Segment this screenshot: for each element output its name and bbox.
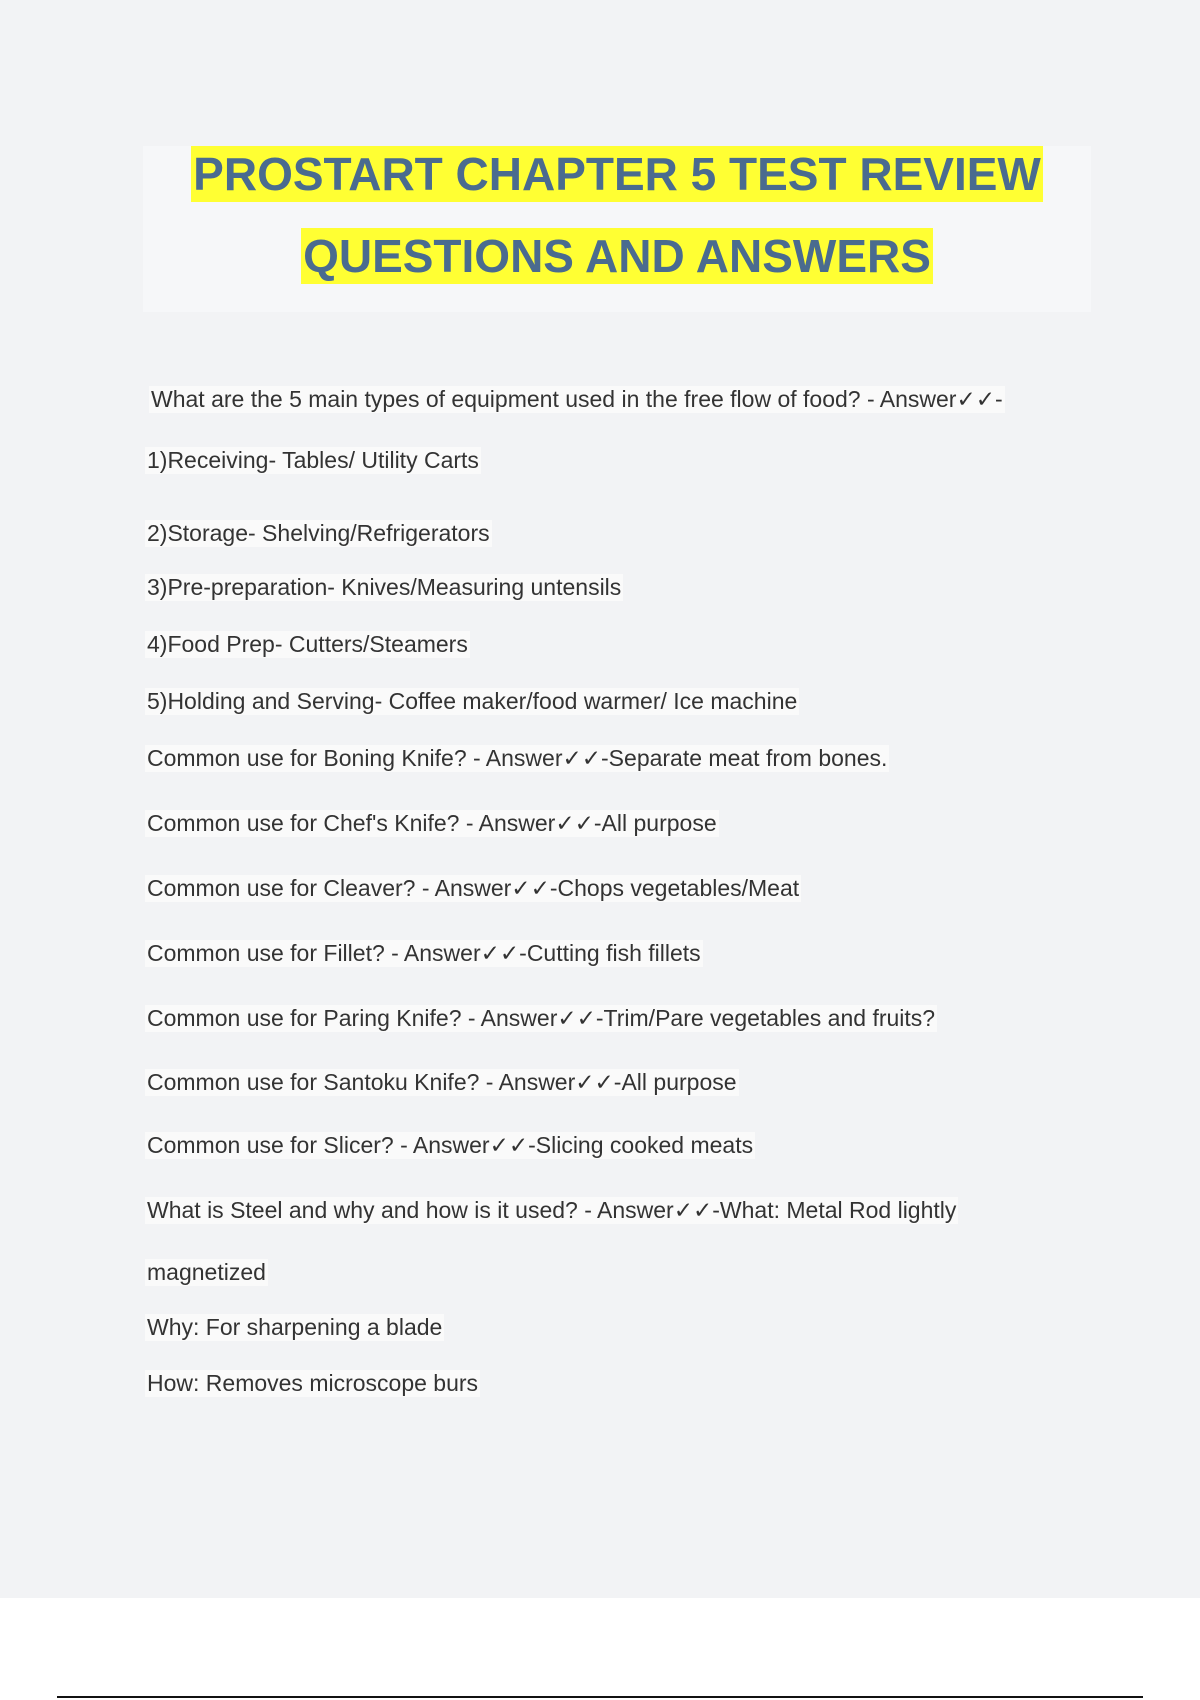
qa-fillet: Common use for Fillet? - Answer✓✓-Cutting fish fillets <box>147 940 701 966</box>
qa-cleaver: Common use for Cleaver? - Answer✓✓-Chops vegetables/Meat <box>147 875 800 901</box>
answer-steel-why: Why: For sharpening a blade <box>147 1314 443 1340</box>
answer-steel-how: How: Removes microscope burs <box>147 1370 479 1396</box>
qa-chefs-knife: Common use for Chef's Knife? - Answer✓✓-All purpose <box>147 810 717 836</box>
question-equipment-types: What are the 5 main types of equipment used in the free flow of food? - Answer✓✓- <box>151 386 1003 412</box>
footer-divider <box>57 1696 1143 1698</box>
answer-item-pre-preparation: 3)Pre-preparation- Knives/Measuring untensils <box>147 574 622 600</box>
page-title-line-2: QUESTIONS AND ANSWERS <box>303 230 931 282</box>
qa-slicer: Common use for Slicer? - Answer✓✓-Slicing cooked meats <box>147 1132 754 1158</box>
question-steel: What is Steel and why and how is it used? - Answer✓✓-What: Metal Rod lightly <box>147 1197 957 1223</box>
answer-item-holding-serving: 5)Holding and Serving- Coffee maker/food warmer/ Ice machine <box>147 688 798 714</box>
qa-santoku-knife: Common use for Santoku Knife? - Answer✓✓-All purpose <box>147 1069 737 1095</box>
title-block <box>143 146 1091 312</box>
answer-item-receiving: 1)Receiving- Tables/ Utility Carts <box>147 447 479 473</box>
answer-steel-continued: magnetized <box>147 1259 266 1285</box>
answer-item-storage: 2)Storage- Shelving/Refrigerators <box>147 520 490 546</box>
answer-item-food-prep: 4)Food Prep- Cutters/Steamers <box>147 631 468 657</box>
qa-boning-knife: Common use for Boning Knife? - Answer✓✓-Separate meat from bones. <box>147 745 888 771</box>
qa-paring-knife: Common use for Paring Knife? - Answer✓✓-Trim/Pare vegetables and fruits? <box>147 1005 936 1031</box>
page-title-line-1: PROSTART CHAPTER 5 TEST REVIEW <box>193 148 1041 200</box>
